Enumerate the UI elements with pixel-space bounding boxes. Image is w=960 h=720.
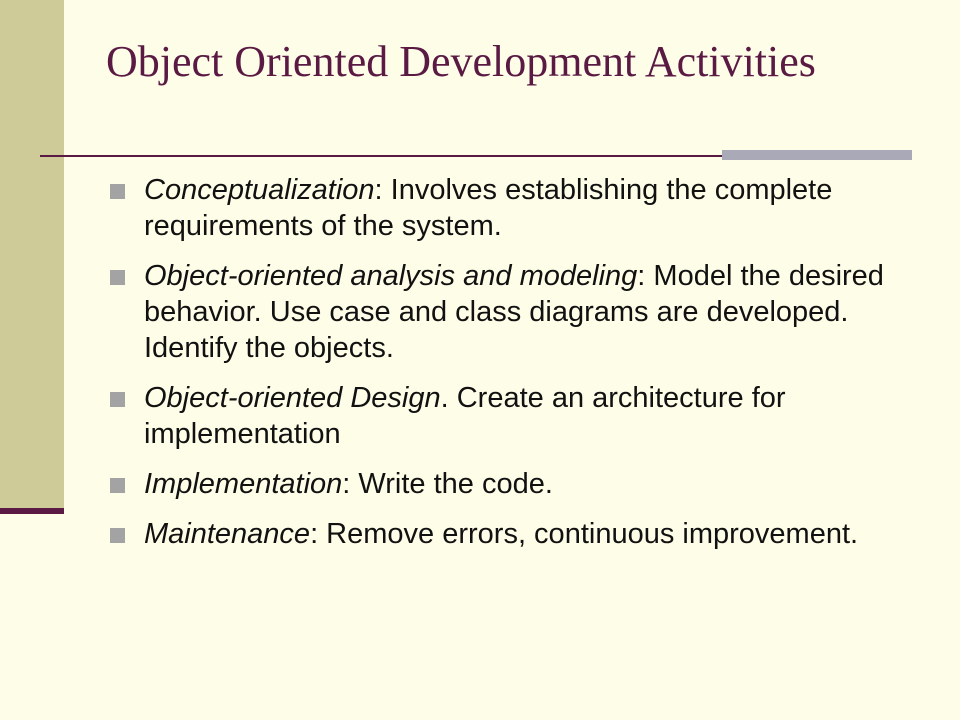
bullet-text: : Remove errors, continuous improvement.: [310, 518, 859, 550]
slide-title: Object Oriented Development Activities: [106, 37, 816, 86]
bullet-text: : Model the desired behavior. Use case and class diagrams are developed. Identify the objects.: [144, 260, 884, 364]
bullet-term: Conceptualization: [144, 174, 375, 206]
left-decorative-strip: [0, 0, 64, 512]
bullet-text: : Write the code.: [342, 468, 553, 500]
square-bullet-icon: [110, 528, 125, 543]
title-underline-accent: [722, 150, 912, 160]
square-bullet-icon: [110, 392, 125, 407]
bullet-item: [110, 516, 910, 552]
bullet-term: Object-oriented analysis and modeling: [144, 260, 638, 292]
bullet-text: : Involves establishing the complete requirements of the system.: [144, 174, 833, 242]
bullet-term: Maintenance: [144, 518, 311, 550]
left-accent-bar: [0, 508, 64, 514]
square-bullet-icon: [110, 478, 125, 493]
bullet-item: [110, 172, 910, 244]
bullet-list: [110, 172, 910, 566]
square-bullet-icon: [110, 270, 125, 285]
bullet-term: Implementation: [144, 468, 343, 500]
bullet-item: [110, 466, 910, 502]
bullet-item: [110, 380, 910, 452]
bullet-term: Object-oriented Design: [144, 382, 441, 414]
bullet-text: . Create an architecture for implementation: [144, 382, 786, 450]
bullet-item: [110, 258, 910, 366]
square-bullet-icon: [110, 184, 125, 199]
